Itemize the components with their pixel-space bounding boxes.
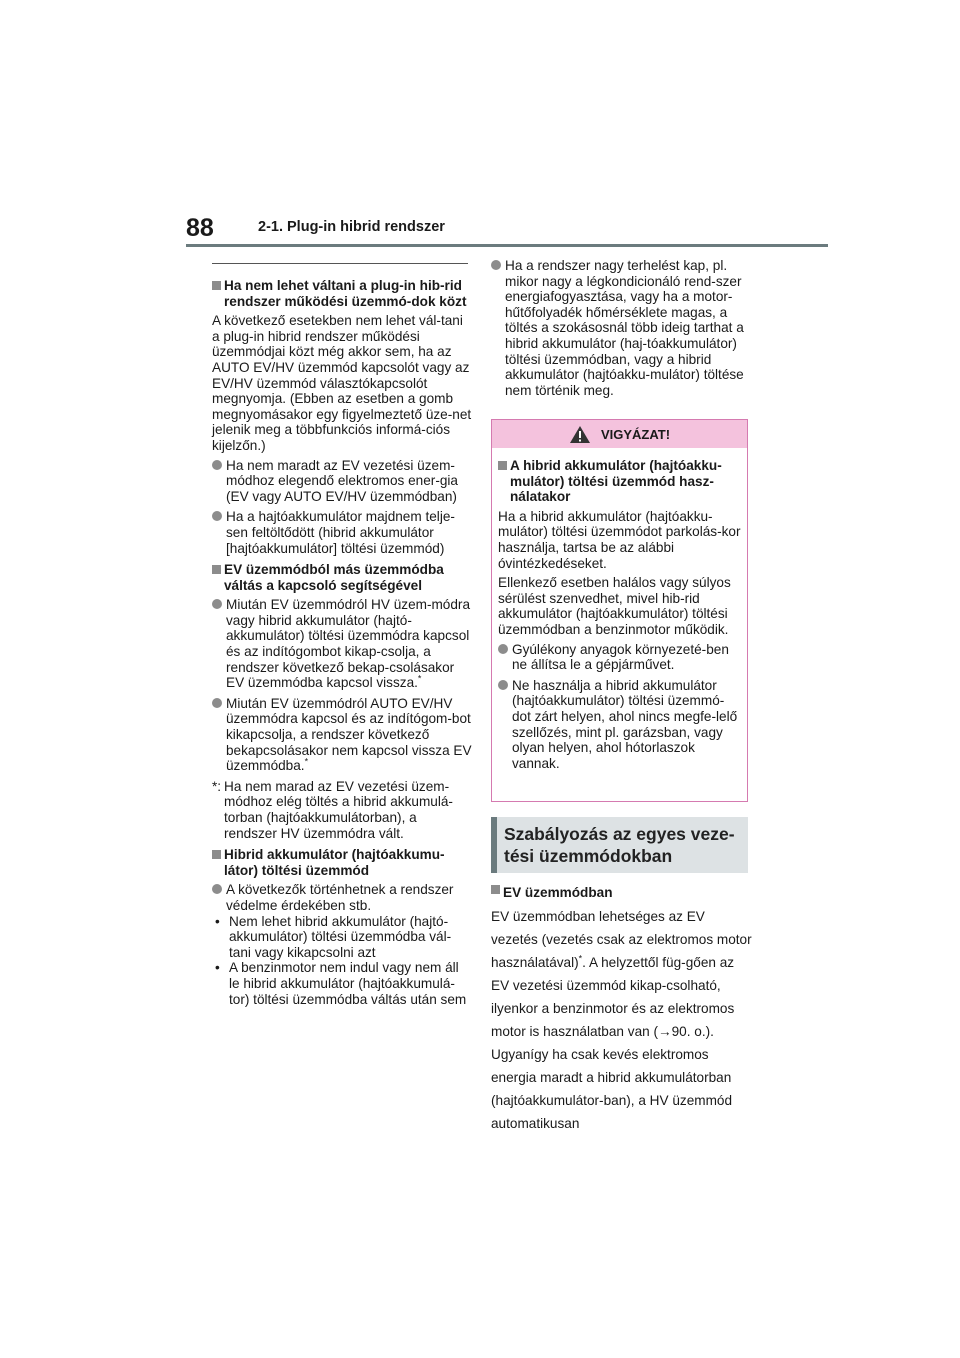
- left-column: [212, 272, 472, 1007]
- circle-bullet-icon: [498, 642, 512, 673]
- subheading: EV üzemmódból más üzemmódba váltás a kapcsoló segítségével: [212, 562, 472, 593]
- square-bullet-icon: [498, 458, 510, 505]
- bullet-item: Miután EV üzemmódról HV üzem-módra vagy hibrid akkumulátor (hajtó-akkumulátor) töltési üzemmódra kapcsol és az indítógombot kikap-csolja, a rendszer következő bekap-csolásakor EV üzemmódba kapcsol vissza.*: [212, 597, 472, 691]
- footnote-marker: *: [417, 673, 422, 684]
- warning-title: VIGYÁZAT!: [600, 426, 671, 442]
- paragraph: Ha a hibrid akkumulátor (hajtóakku-mulátor) töltési üzemmódot parkolás-kor használja, tartsa be az alábbi óvintézkedéseket.: [498, 508, 741, 571]
- bullet-item: Miután EV üzemmódról AUTO EV/HV üzemmódra kapcsol és az indítógom-bot kikapcsolja, a rendszer következő bekapcsolásakor nem kapcsol vissza EV üzemmódba.*: [212, 696, 472, 774]
- warning-box: [491, 419, 748, 802]
- sub-item: • A benzinmotor nem indul vagy nem áll le hibrid akkumulátor (hajtóakkumulá-tor) töltési üzemmódba váltás után sem: [215, 960, 467, 1007]
- square-bullet-icon: [212, 562, 224, 593]
- section-title: 2-1. Plug-in hibrid rendszer: [258, 219, 445, 235]
- bullet-item: Gyúlékony anyagok környezeté-ben ne állítsa le a gépjárművet.: [498, 642, 741, 673]
- square-bullet-icon: [212, 278, 224, 309]
- bullet-item: Ha nem maradt az EV vezetési üzem-módhoz elegendő elektromos ener-gia (EV vagy AUTO EV/HV üzemmódban): [212, 458, 472, 505]
- header-rule: [186, 244, 828, 247]
- circle-bullet-icon: [212, 882, 226, 913]
- warning-triangle-icon: [569, 425, 591, 444]
- subheading: A hibrid akkumulátor (hajtóakku-mulátor) töltési üzemmód hasz-nálatakor: [498, 458, 741, 505]
- footnote-marker: *: [578, 953, 583, 964]
- circle-bullet-icon: [498, 678, 512, 772]
- square-bullet-icon: [212, 847, 224, 878]
- page-number: 88: [186, 214, 214, 242]
- subheading: EV üzemmódban: [491, 882, 753, 904]
- footnote-marker: *: [304, 756, 309, 767]
- circle-bullet-icon: [212, 509, 226, 556]
- warning-body: [492, 448, 747, 771]
- circle-bullet-icon: [212, 597, 226, 691]
- bullet-item: Ha a hajtóakkumulátor majdnem telje-sen feltöltődött (hibrid akkumulátor [hajtóakkumulátor] töltési üzemmód): [212, 509, 472, 556]
- bullet-item: A következők történhetnek a rendszer védelme érdekében stb.: [212, 882, 472, 913]
- subheading: Ha nem lehet váltani a plug-in hib-rid rendszer működési üzemmó-dok közt: [212, 278, 472, 309]
- bullet-item: Ne használja a hibrid akkumulátor (hajtóakkumulátor) töltési üzemmó-dot zárt helyen, ahol nincs megfe-lelő szellőzés, mint pl. garázsban, vagy olyan helyen, ahol hótorlaszok vannak.: [498, 678, 741, 772]
- circle-bullet-icon: [491, 258, 505, 398]
- paragraph: EV üzemmódban lehetséges az EV vezetés (vezetés csak az elektromos motor használatával)*. A helyzettől füg-gően az EV vezetési üzemmód kikap-csolható, ilyenkor a benzinmotor és az elektromos motor is használatban van (→90. o.). Ugyanígy ha csak kevés elektromos energia maradt a hibrid akkumulátorban (hajtóakkumulátor-ban), a HV üzemmód automatikusan: [491, 909, 752, 1131]
- square-bullet-icon: [491, 882, 503, 904]
- circle-bullet-icon: [212, 458, 226, 505]
- footnote: *: Ha nem marad az EV vezetési üzem-módhoz elég töltés a hibrid akkumulá-torban (hajtóakkumulátorban), a rendszer HV üzemmódra vált.: [212, 778, 453, 841]
- paragraph: Ellenkező esetben halálos vagy súlyos sérülést szenvedhet, mivel hib-rid akkumulátor (hajtóakkumulátor) töltési üzemmódban a benzinmotor működik.: [498, 575, 731, 637]
- paragraph: A következő esetekben nem lehet vál-tani a plug-in hibrid rendszer működési üzemmódjai közt még akkor sem, ha az AUTO EV/HV üzemmód kapcsolót vagy az EV/HV üzemmód választókapcsolót megnyomja. (Ebben az esetben a gomb megnyomásakor egy figyelmeztető üze-net jelenik meg a többfunkciós informá-ciós kijelzőn.): [212, 313, 472, 453]
- ev-mode-section: [491, 878, 753, 1135]
- warning-header: [492, 420, 747, 448]
- subheading: Hibrid akkumulátor (hajtóakkumu-látor) töltési üzemmód: [212, 847, 472, 878]
- bullet-item: Ha a rendszer nagy terhelést kap, pl. mikor nagy a légkondicionáló rend-szer energiafogyasztása, vagy ha a motor-hűtőfolyadék hőmérséklete magas, a töltés a szokásosnál több ideig tarthat a hibrid akkumulátor (haj-tóakkumulátor) töltési üzemmódban, vagy a hibrid akkumulátor (hajtóakku-mulátor) töltése nem történik meg.: [491, 258, 753, 398]
- section-heading-box: Szabályozás az egyes veze-tési üzemmódokban: [491, 817, 748, 873]
- right-column-top: [491, 256, 753, 403]
- circle-bullet-icon: [212, 696, 226, 774]
- column-rule: [212, 263, 468, 264]
- sub-item: • Nem lehet hibrid akkumulátor (hajtó-akkumulátor) töltési üzemmódba vál-tani vagy kikapcsolni azt: [215, 913, 452, 960]
